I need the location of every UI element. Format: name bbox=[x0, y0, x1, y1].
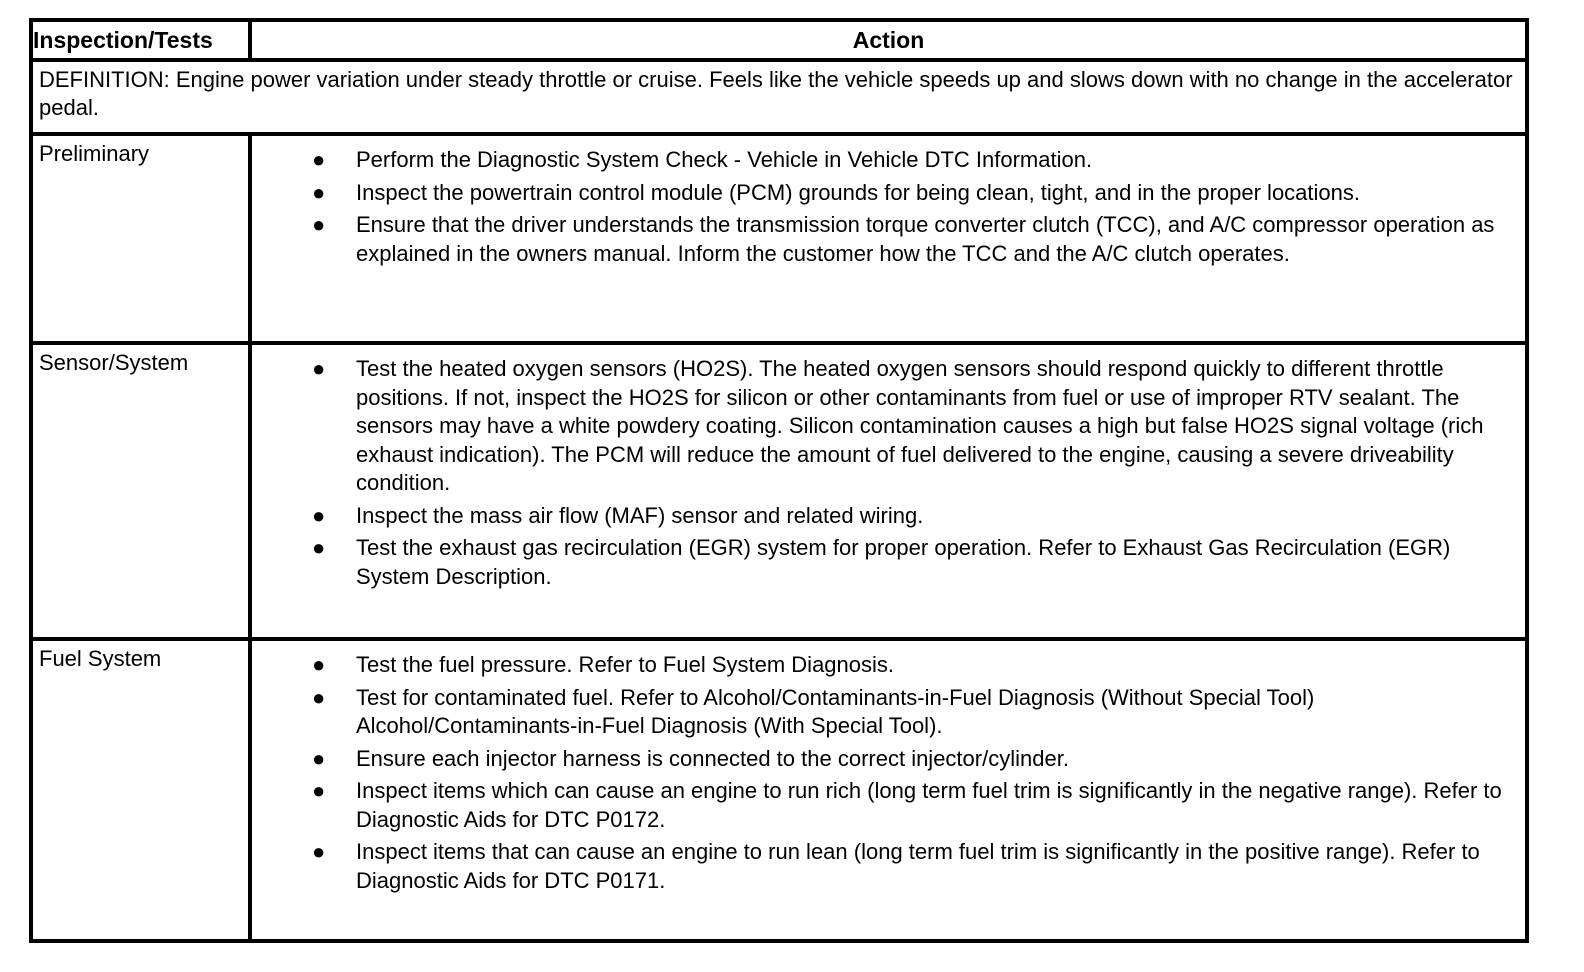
bullet-icon: ● bbox=[312, 179, 326, 205]
bullet-icon: ● bbox=[312, 535, 326, 560]
bullet-icon: ● bbox=[312, 356, 326, 381]
list-item: ● Inspect the powertrain control module (PCM) grounds for being clean, tight, and in the proper locations. bbox=[252, 179, 1517, 208]
bullet-icon: ● bbox=[312, 147, 326, 172]
bullet-icon: ● bbox=[312, 502, 326, 528]
action-cell bbox=[250, 343, 1527, 639]
action-cell bbox=[250, 134, 1527, 343]
action-list bbox=[252, 146, 1517, 268]
list-item: ● Inspect the mass air flow (MAF) sensor and related wiring. bbox=[252, 502, 1517, 531]
bullet-icon: ● bbox=[312, 778, 326, 803]
header-inspection-tests: Inspection/Tests bbox=[31, 20, 250, 60]
list-item: ● Inspect items that can cause an engine to run lean (long term fuel trim is significantly in the positive range). Refer to Diagnostic Aids for DTC P0171. bbox=[312, 839, 1480, 893]
category-fuel-system: Fuel System bbox=[31, 639, 250, 941]
header-row bbox=[31, 20, 1527, 60]
table-row bbox=[31, 639, 1527, 941]
table-row bbox=[31, 134, 1527, 343]
bullet-icon: ● bbox=[312, 652, 326, 677]
category-preliminary: Preliminary bbox=[31, 134, 250, 343]
action-list bbox=[252, 355, 1517, 591]
bullet-icon: ● bbox=[312, 839, 326, 864]
bullet-icon: ● bbox=[312, 745, 326, 771]
category-sensor-system: Sensor/System bbox=[31, 343, 250, 639]
bullet-icon: ● bbox=[312, 212, 326, 237]
diagnosis-table bbox=[29, 18, 1529, 943]
header-action: Action bbox=[250, 20, 1527, 60]
bullet-icon: ● bbox=[312, 684, 326, 710]
table-row bbox=[31, 343, 1527, 639]
list-item: ● Ensure that the driver understands the transmission torque converter clutch (TCC), and A/C compressor operation as explained in the owners manual. Inform the customer how the TCC and the A/C clutch operates. bbox=[312, 212, 1495, 266]
list-item: ● Perform the Diagnostic System Check - Vehicle in Vehicle DTC Information. bbox=[252, 146, 1517, 175]
list-item: ● Ensure each injector harness is connected to the correct injector/cylinder. bbox=[252, 745, 1517, 774]
action-list bbox=[252, 651, 1517, 895]
list-item: ● Test the exhaust gas recirculation (EGR) system for proper operation. Refer to Exhaust Gas Recirculation (EGR) System Description. bbox=[312, 535, 1451, 589]
list-item: ● Test the fuel pressure. Refer to Fuel System Diagnosis. bbox=[252, 651, 1517, 680]
definition-text: DEFINITION: Engine power variation under steady throttle or cruise. Feels like the vehicle speeds up and slows down with no change in the accelerator pedal. bbox=[31, 60, 1527, 134]
list-item: ● Test the heated oxygen sensors (HO2S). The heated oxygen sensors should respond quickly to different throttle positions. If not, inspect the HO2S for silicon or other contaminants from fuel or use of improper RTV sealant. The sensors may have a white powdery coating. Silicon contamination causes a high but false HO2S signal voltage (rich exhaust indication). The PCM will reduce the amount of fuel delivered to the engine, causing a severe driveability condition. bbox=[312, 356, 1484, 495]
list-item: ● Inspect items which can cause an engine to run rich (long term fuel trim is significantly in the negative range). Refer to Diagnostic Aids for DTC P0172. bbox=[312, 778, 1502, 832]
action-cell bbox=[250, 639, 1527, 941]
list-item: ● Test for contaminated fuel. Refer to Alcohol/Contaminants-in-Fuel Diagnosis (Without Special Tool) Alcohol/Contaminants-in-Fuel Diagnosis (With Special Tool). bbox=[312, 684, 1315, 738]
definition-row bbox=[31, 60, 1527, 134]
